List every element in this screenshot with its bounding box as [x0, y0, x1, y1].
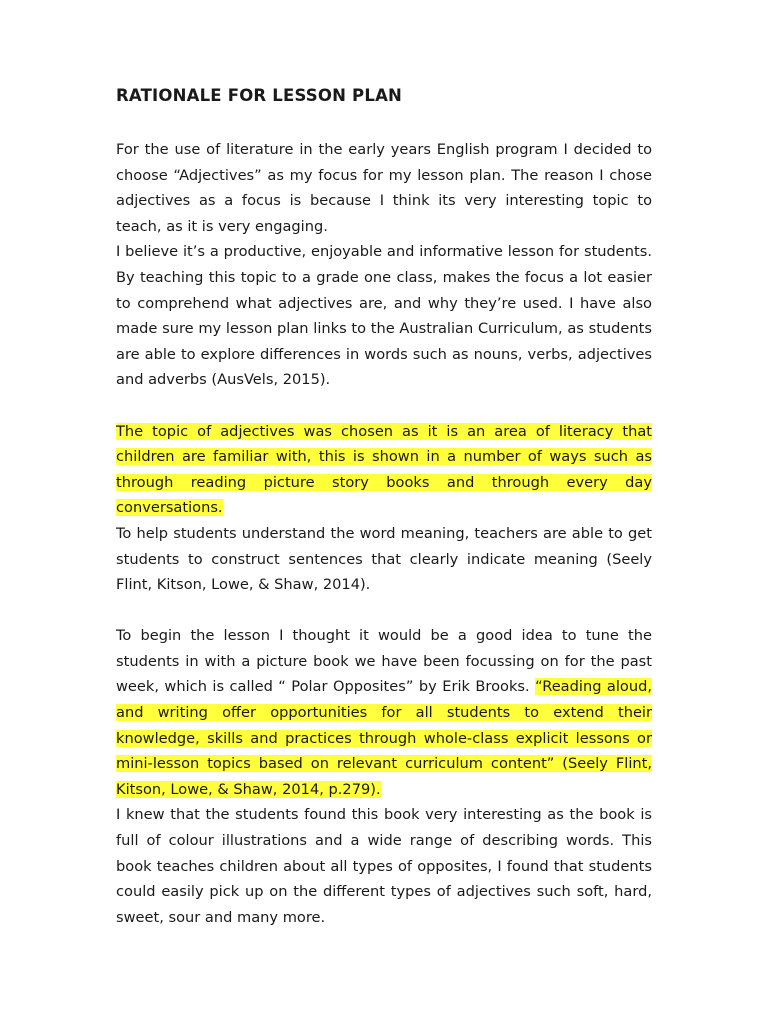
paragraph-gap	[116, 598, 652, 624]
paragraph-book-interest: I knew that the students found this book very interesting as the book is full of colour illustrations and a wide range of describing words. This book teaches children about all types of opposites, I found that students could easily pick up on the different types of adjectives such soft, hard, sweet, sour and many more.	[116, 806, 652, 926]
paragraph-productive: I believe it’s a productive, enjoyable and informative lesson for students. By teaching this topic to a grade one class, makes the focus a lot easier to comprehend what adjectives are, and why they’re used. I have also made sure my lesson plan links to the Australian Curriculum, as students are able to explore differences in words such as nouns, verbs, adjectives and adverbs (AusVels, 2015).	[116, 243, 652, 389]
paragraph-begin-lesson	[116, 623, 652, 802]
paragraph-topic-chosen	[116, 419, 652, 521]
document-title: RATIONALE FOR LESSON PLAN	[116, 86, 403, 105]
document-page	[116, 85, 652, 930]
highlighted-quote: “Reading aloud, and writing offer opportunities for all students to extend their knowledge, skills and practices through whole-class explicit lessons or mini-lesson topics based on relevant curriculum content” (Seely Flint, Kitson, Lowe, & Shaw, 2014, p.279).	[116, 678, 652, 798]
highlighted-text: The topic of adjectives was chosen as it is an area of literacy that children are familiar with, this is shown in a number of ways such as through reading picture story books and through every day conversations.	[116, 422, 652, 517]
paragraph-word-meaning: To help students understand the word meaning, teachers are able to get students to construct sentences that clearly indicate meaning (Seely Flint, Kitson, Lowe, & Shaw, 2014).	[116, 524, 652, 594]
paragraph-intro: For the use of literature in the early years English program I decided to choose “Adjectives” as my focus for my lesson plan. The reason I chose adjectives as a focus is because I think its very interesting topic to teach, as it is very engaging.	[116, 141, 652, 235]
paragraph-gap	[116, 393, 652, 419]
paragraph-text: To begin the lesson I thought it would be a good idea to tune the students in with a picture book we have been focussing on for the past week, which is called “ Polar Opposites” by Erik Brooks.	[116, 627, 652, 696]
